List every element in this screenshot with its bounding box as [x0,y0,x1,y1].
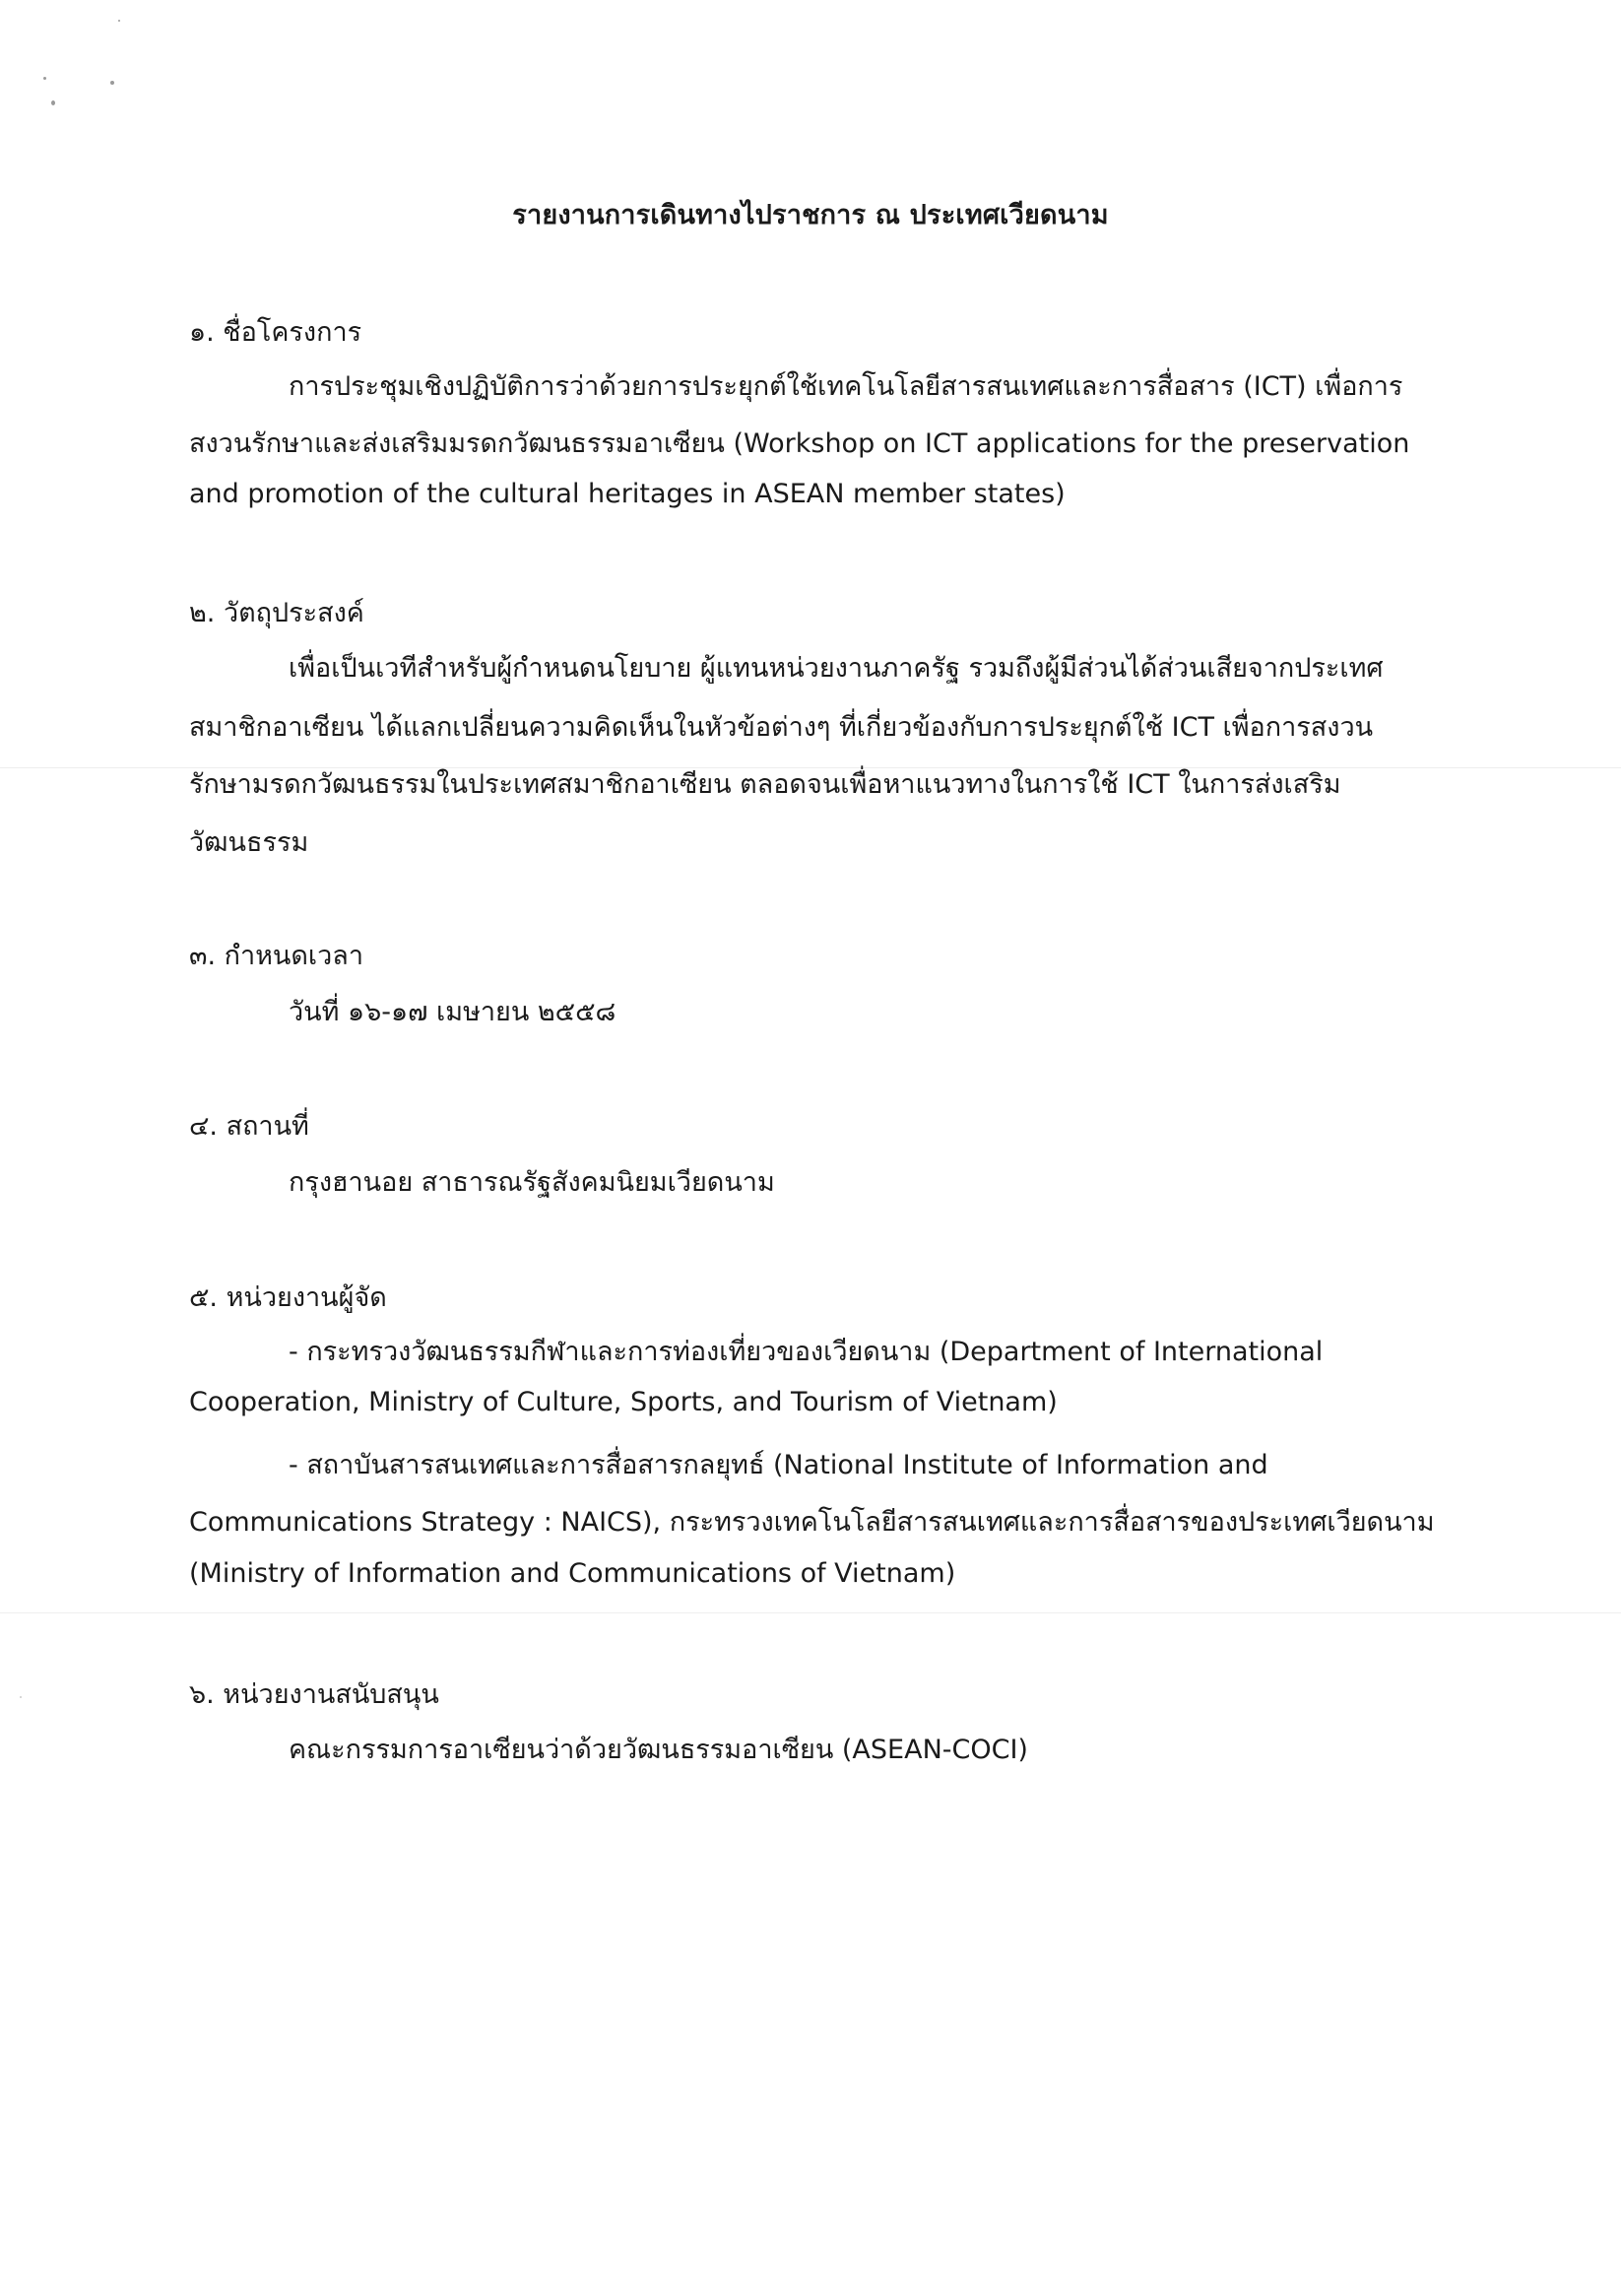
project-name-line: การประชุมเชิงปฏิบัติการว่าด้วยการประยุกต์ใช้เทคโนโลยีสารสนเทศและการสื่อสาร (ICT) เพื่อการ [289,371,1403,402]
organizer-line: - กระทรวงวัฒนธรรมกีฬาและการท่องเที่ยวของเวียดนาม (Department of International [289,1337,1324,1367]
section-heading-organizers: ๕. หน่วยงานผู้จัด [189,1282,387,1313]
project-name-line: and promotion of the cultural heritages in ASEAN member states) [189,479,1066,509]
project-name-line: สงวนรักษาและส่งเสริมมรดกวัฒนธรรมอาเซียน (Workshop on ICT applications for the preservation [189,428,1410,459]
section-heading-schedule: ๓. กำหนดเวลา [189,941,364,971]
organizer-line: - สถาบันสารสนเทศและการสื่อสารกลยุทธ์ (National Institute of Information and [289,1450,1268,1480]
scan-artifact-line [0,1612,1621,1613]
section-heading-objective: ๒. วัตถุประสงค์ [189,598,364,628]
schedule-line: วันที่ ๑๖-๑๗ เมษายน ๒๕๕๘ [289,997,616,1027]
page-title: รายงานการเดินทางไปราชการ ณ ประเทศเวียดนาม [512,200,1109,230]
supporter-line: คณะกรรมการอาเซียนว่าด้วยวัฒนธรรมอาเซียน (ASEAN-COCI) [289,1735,1028,1765]
organizer-line: (Ministry of Information and Communications of Vietnam) [189,1558,956,1589]
organizer-line: Communications Strategy : NAICS), กระทรวงเทคโนโลยีสารสนเทศและการสื่อสารของประเทศเวียดนาม [189,1507,1435,1538]
objective-line: รักษามรดกวัฒนธรรมในประเทศสมาชิกอาเซียน ตลอดจนเพื่อหาแนวทางในการใช้ ICT ในการส่งเสริม [189,769,1341,800]
organizer-line: Cooperation, Ministry of Culture, Sports, and Tourism of Vietnam) [189,1387,1058,1417]
section-heading-supporters: ๖. หน่วยงานสนับสนุน [189,1679,439,1710]
section-heading-venue: ๔. สถานที่ [189,1111,309,1142]
section-heading-project-name: ๑. ชื่อโครงการ [189,317,362,348]
objective-line: วัฒนธรรม [189,827,309,858]
objective-line: สมาชิกอาเซียน ได้แลกเปลี่ยนความคิดเห็นในหัวข้อต่างๆ ที่เกี่ยวข้องกับการประยุกต์ใช้ ICT เพื่อการสงวน [189,712,1374,743]
objective-line: เพื่อเป็นเวทีสำหรับผู้กำหนดนโยบาย ผู้แทนหน่วยงานภาครัฐ รวมถึงผู้มีส่วนได้ส่วนเสียจากประเทศ [289,653,1384,684]
venue-line: กรุงฮานอย สาธารณรัฐสังคมนิยมเวียดนาม [289,1167,775,1198]
